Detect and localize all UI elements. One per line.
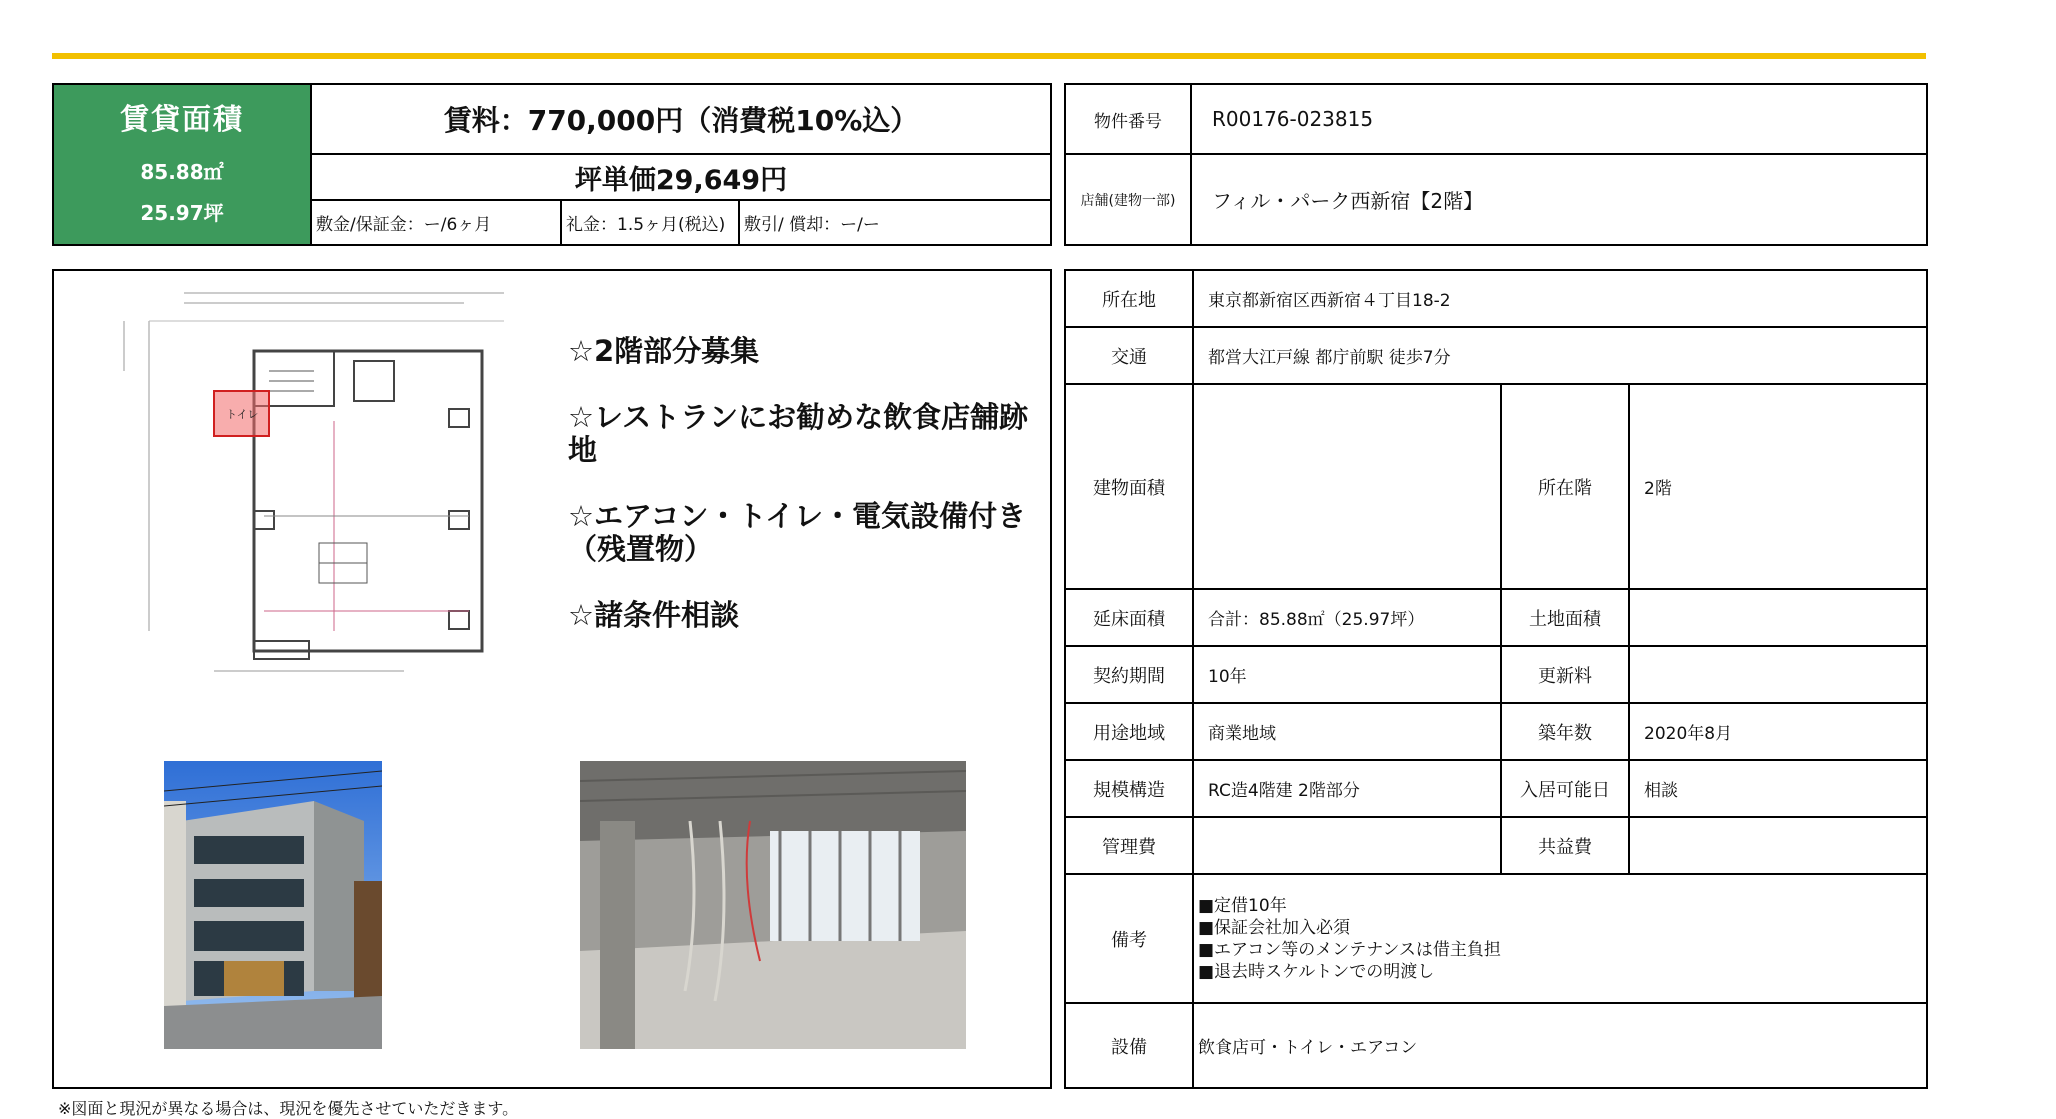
equipment-label: 設備 xyxy=(1111,1036,1147,1058)
structure-label: 規模構造 xyxy=(1093,779,1165,801)
highlight-item: ☆2階部分募集 xyxy=(568,334,760,368)
total-floor-area-label: 延床面積 xyxy=(1093,608,1165,630)
remark-item: ■退去時スケルトンでの明渡し xyxy=(1198,961,1435,982)
move-in-date-label: 入居可能日 xyxy=(1520,779,1610,801)
property-number: R00176-023815 xyxy=(1192,85,1926,155)
property-type-label: 店舗(建物一部) xyxy=(1066,155,1192,244)
renewal-fee xyxy=(1630,647,1926,702)
interior-photo xyxy=(580,761,966,1049)
header-accent-rule xyxy=(52,53,1926,59)
common-fee xyxy=(1630,818,1926,873)
deposit: 敷金/保証金：ー/6ヶ月 xyxy=(312,201,562,244)
remarks xyxy=(1194,875,1926,1002)
structure: RC造4階建 2階部分 xyxy=(1208,781,1360,801)
floor-label: 所在階 xyxy=(1538,477,1592,499)
renewal-fee-label: 更新料 xyxy=(1538,665,1592,687)
tsubo-unit-price: 坪単価29,649円 xyxy=(312,155,1050,201)
listing-highlights xyxy=(568,335,1048,665)
address-label: 所在地 xyxy=(1102,289,1156,311)
property-details-table xyxy=(1064,269,1928,1089)
built-date: 2020年8月 xyxy=(1644,724,1733,744)
highlight-item: ☆諸条件相談 xyxy=(568,598,739,632)
rent-amount: 賃料：770,000円（消費税10%込） xyxy=(312,85,1050,155)
built-date-label: 築年数 xyxy=(1538,722,1592,744)
management-fee xyxy=(1194,818,1500,873)
remarks-label: 備考 xyxy=(1111,929,1147,951)
transit-label: 交通 xyxy=(1111,346,1147,368)
rental-area-tsubo: 25.97坪 xyxy=(140,201,224,225)
rental-area-sqm: 85.88㎡ xyxy=(140,160,224,184)
building-area-label: 建物面積 xyxy=(1093,477,1165,499)
rental-area-header xyxy=(54,85,312,244)
remark-item: ■エアコン等のメンテナンスは借主負担 xyxy=(1198,939,1501,960)
move-in-date: 相談 xyxy=(1644,781,1678,801)
disclaimer-footnote: ※図面と現況が異なる場合は、現況を優先させていただきます。 xyxy=(58,1099,519,1118)
floor: 2階 xyxy=(1644,479,1672,499)
key-money: 礼金：1.5ヶ月(税込) xyxy=(562,201,740,244)
highlight-item: ☆エアコン・トイレ・電気設備付き（残置物） xyxy=(568,499,1027,566)
contract-period-label: 契約期間 xyxy=(1093,665,1165,687)
equipment: 飲食店可・トイレ・エアコン xyxy=(1198,1038,1418,1058)
building-area xyxy=(1194,385,1500,588)
property-number-label: 物件番号 xyxy=(1066,85,1192,155)
contract-period: 10年 xyxy=(1208,667,1247,687)
listing-content-panel xyxy=(52,269,1052,1089)
rent-summary-box xyxy=(52,83,1052,246)
management-fee-label: 管理費 xyxy=(1102,836,1156,858)
common-fee-label: 共益費 xyxy=(1538,836,1592,858)
rental-area-title: 賃貸面積 xyxy=(119,102,244,136)
zoning-label: 用途地域 xyxy=(1093,722,1165,744)
remark-item: ■保証会社加入必須 xyxy=(1198,917,1351,938)
remark-item: ■定借10年 xyxy=(1198,895,1287,916)
building-exterior-photo xyxy=(164,761,382,1049)
land-area xyxy=(1630,590,1926,645)
property-id-box xyxy=(1064,83,1928,246)
transit: 都営大江戸線 都庁前駅 徒歩7分 xyxy=(1208,348,1451,368)
highlight-item: ☆レストランにお勧めな飲食店舗跡地 xyxy=(568,400,1029,467)
floor-plan-image xyxy=(104,281,504,681)
amortization: 敷引/ 償却：ー/ー xyxy=(744,215,880,235)
toilet-label: トイレ xyxy=(226,408,259,421)
land-area-label: 土地面積 xyxy=(1529,608,1601,630)
zoning: 商業地域 xyxy=(1208,724,1276,744)
property-name: フィル・パーク西新宿【2階】 xyxy=(1212,189,1484,213)
total-floor-area: 合計：85.88㎡（25.97坪） xyxy=(1208,610,1425,630)
address: 東京都新宿区西新宿４丁目18-2 xyxy=(1208,291,1451,311)
